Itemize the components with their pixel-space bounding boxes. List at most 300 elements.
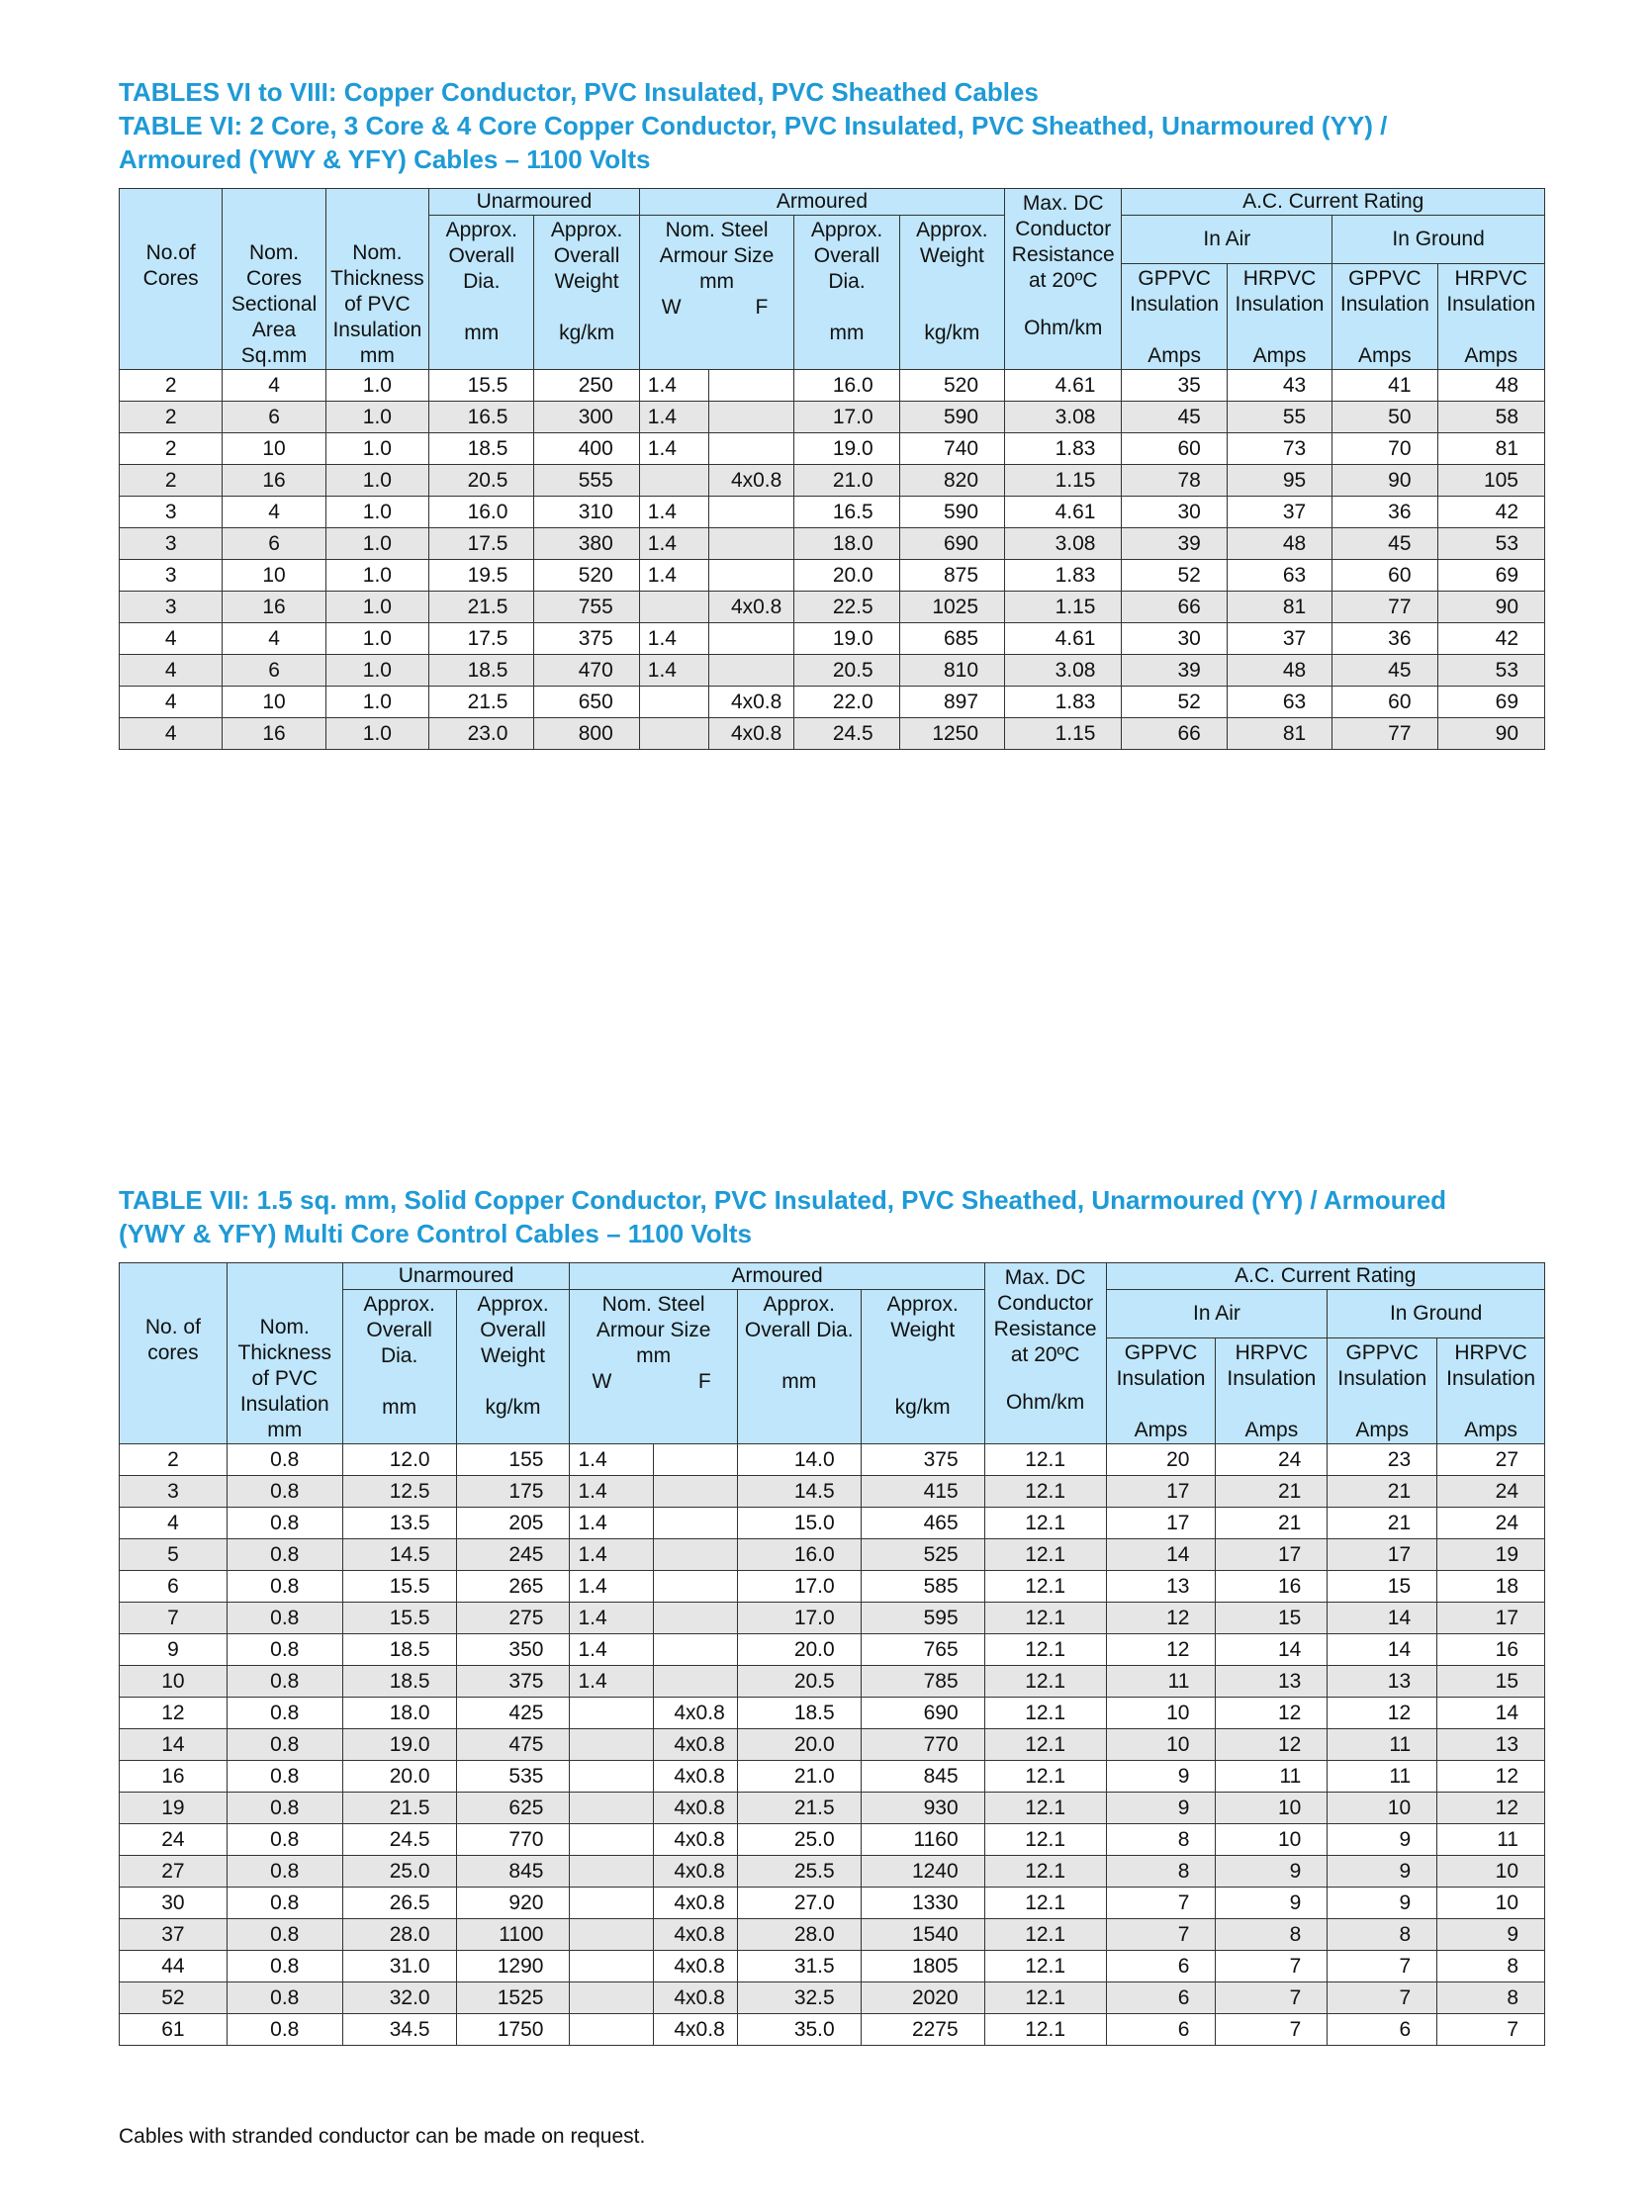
table-cell: 3 (120, 497, 223, 528)
table-cell: 6 (223, 402, 325, 433)
table-cell: 425 (456, 1698, 570, 1729)
table-cell: 3.08 (1005, 402, 1122, 433)
table-cell: 43 (1227, 370, 1331, 402)
table-cell: 4x0.8 (654, 1856, 738, 1888)
table-cell: 8 (1106, 1856, 1216, 1888)
table-cell: 1250 (899, 718, 1004, 750)
table-cell (570, 1888, 654, 1919)
table-cell: 1805 (861, 1951, 984, 1982)
table7-body (120, 1444, 1545, 2046)
table-cell: 2 (120, 402, 223, 433)
table-cell: 1100 (456, 1919, 570, 1951)
header-a-weight: Approx. Weight kg/km (899, 216, 1004, 370)
table-cell: 310 (534, 497, 639, 528)
table-cell: 90 (1437, 718, 1544, 750)
table-cell: 61 (120, 2014, 228, 2046)
table-cell: 12.1 (984, 1793, 1106, 1824)
table-cell: 16 (223, 718, 325, 750)
table-cell: 155 (456, 1444, 570, 1476)
table-cell: 28.0 (737, 1919, 861, 1951)
table-cell: 4 (120, 718, 223, 750)
header-ground-gppvc: GPPVC Insulation Amps (1328, 1338, 1437, 1444)
table-cell: 12.1 (984, 1571, 1106, 1603)
table-cell: 4x0.8 (654, 1793, 738, 1824)
table-cell: 770 (861, 1729, 984, 1761)
header-max-dc: Max. DC Conductor Resistance at 20ºC Ohm/km (984, 1263, 1106, 1444)
table-cell: 20.0 (342, 1761, 456, 1793)
table-cell: 590 (899, 497, 1004, 528)
table-cell (570, 1919, 654, 1951)
table-cell: 0.8 (227, 1476, 342, 1508)
table-cell (709, 560, 794, 592)
table-cell: 37 (120, 1919, 228, 1951)
table-cell: 650 (534, 687, 639, 718)
header-in-air: In Air (1106, 1290, 1328, 1338)
table-cell: 21 (1328, 1508, 1437, 1539)
table-cell: 17 (1328, 1539, 1437, 1571)
table6-title-line2: Armoured (YWY & YFY) Cables – 1100 Volts (119, 144, 651, 174)
table-cell: 2275 (861, 2014, 984, 2046)
table-row (120, 592, 1545, 623)
table-cell: 0.8 (227, 1508, 342, 1539)
table-cell: 4x0.8 (709, 465, 794, 497)
header-a-dia: Approx. Overall Dia. mm (794, 216, 899, 370)
table-cell: 25.5 (737, 1856, 861, 1888)
table-cell: 36 (1332, 497, 1437, 528)
table-cell: 18 (1437, 1571, 1545, 1603)
table-cell: 18.0 (342, 1698, 456, 1729)
table6-title-line1: TABLE VI: 2 Core, 3 Core & 4 Core Copper Conductor, PVC Insulated, PVC Sheathed, Unarmoured (YY) / (119, 111, 1388, 140)
header-in-air: In Air (1122, 216, 1332, 264)
table-row (120, 2014, 1545, 2046)
table-cell: 16.5 (794, 497, 899, 528)
table-cell: 20.0 (794, 560, 899, 592)
table-cell: 15 (1328, 1571, 1437, 1603)
table-cell: 755 (534, 592, 639, 623)
table-cell: 3 (120, 528, 223, 560)
table-cell: 4 (223, 497, 325, 528)
table-cell: 18.5 (737, 1698, 861, 1729)
table-cell: 465 (861, 1508, 984, 1539)
table-cell: 3 (120, 1476, 228, 1508)
table-cell: 9 (1106, 1761, 1216, 1793)
table-cell: 1.4 (639, 402, 708, 433)
table-cell (709, 497, 794, 528)
table-row (120, 1698, 1545, 1729)
table-cell: 7 (1328, 1982, 1437, 2014)
table-cell: 12 (120, 1698, 228, 1729)
table-row (120, 623, 1545, 655)
header-u-dia: Approx. Overall Dia. mm (429, 216, 534, 370)
table-cell: 4x0.8 (654, 1951, 738, 1982)
table-cell: 4.61 (1005, 370, 1122, 402)
table-cell: 30 (120, 1888, 228, 1919)
table-cell: 12 (1216, 1729, 1328, 1761)
table-cell: 10 (223, 560, 325, 592)
table-cell: 25.0 (342, 1856, 456, 1888)
table-cell: 765 (861, 1634, 984, 1666)
table-cell: 820 (899, 465, 1004, 497)
table-cell: 25.0 (737, 1824, 861, 1856)
table-cell: 35.0 (737, 2014, 861, 2046)
table-cell: 17 (1216, 1539, 1328, 1571)
table-cell: 3.08 (1005, 528, 1122, 560)
table-cell: 15.5 (342, 1571, 456, 1603)
table-cell (654, 1666, 738, 1698)
table-cell (709, 370, 794, 402)
table-cell: 37 (1227, 623, 1331, 655)
table-cell: 0.8 (227, 1982, 342, 2014)
table-cell: 21.5 (429, 687, 534, 718)
table-row (120, 1824, 1545, 1856)
table-cell (570, 1982, 654, 2014)
table-cell: 1.83 (1005, 560, 1122, 592)
table-cell: 16 (223, 592, 325, 623)
table-cell: 27 (120, 1856, 228, 1888)
table-cell: 95 (1227, 465, 1331, 497)
table-cell: 7 (1328, 1951, 1437, 1982)
table-cell: 9 (1216, 1856, 1328, 1888)
page-heading (119, 75, 1543, 176)
header-a-dia: Approx. Overall Dia. mm (737, 1290, 861, 1444)
table-cell: 16 (1437, 1634, 1545, 1666)
table-cell: 4 (120, 687, 223, 718)
table-cell: 1.83 (1005, 687, 1122, 718)
table-cell: 16.0 (737, 1539, 861, 1571)
table-cell: 32.5 (737, 1982, 861, 2014)
table-cell: 77 (1332, 592, 1437, 623)
table-cell: 12.1 (984, 1761, 1106, 1793)
table-cell: 6 (1328, 2014, 1437, 2046)
table-cell: 4 (223, 623, 325, 655)
table-cell: 60 (1332, 687, 1437, 718)
table-cell: 0.8 (227, 1603, 342, 1634)
table-cell: 350 (456, 1634, 570, 1666)
table-cell: 1.0 (325, 465, 428, 497)
table-cell: 9 (1328, 1856, 1437, 1888)
table-cell: 90 (1437, 592, 1544, 623)
table-cell: 16 (1216, 1571, 1328, 1603)
header-cores: No.of Cores (120, 189, 223, 370)
header-thickness: Nom. Thickness of PVC Insulation mm (227, 1263, 342, 1444)
table-cell: 21.5 (342, 1793, 456, 1824)
table-cell: 10 (120, 1666, 228, 1698)
table-cell: 685 (899, 623, 1004, 655)
table-cell: 11 (1328, 1729, 1437, 1761)
table-row (120, 1951, 1545, 1982)
table-cell: 6 (1106, 1951, 1216, 1982)
table-cell: 12.1 (984, 1824, 1106, 1856)
table-cell: 10 (1437, 1888, 1545, 1919)
header-armour: Nom. Steel Armour Size mm W F (570, 1290, 737, 1444)
table-cell: 48 (1227, 528, 1331, 560)
table-row (120, 1603, 1545, 1634)
table-cell: 17.0 (794, 402, 899, 433)
table-row (120, 1856, 1545, 1888)
table-row (120, 1634, 1545, 1666)
table-cell: 0.8 (227, 1888, 342, 1919)
table-cell: 7 (1106, 1919, 1216, 1951)
table-cell: 14 (1106, 1539, 1216, 1571)
table-cell: 14 (1328, 1634, 1437, 1666)
table-cell: 475 (456, 1729, 570, 1761)
header-u-weight: Approx. Overall Weight kg/km (456, 1290, 570, 1444)
table-cell: 69 (1437, 687, 1544, 718)
table-cell: 22.5 (794, 592, 899, 623)
table-cell: 7 (120, 1603, 228, 1634)
table-cell: 1540 (861, 1919, 984, 1951)
table-cell: 17.0 (737, 1603, 861, 1634)
table-row (120, 718, 1545, 750)
table-cell: 590 (899, 402, 1004, 433)
table-cell: 1.4 (570, 1508, 654, 1539)
table-cell: 14.5 (342, 1539, 456, 1571)
table-cell: 27 (1437, 1444, 1545, 1476)
table-row (120, 1729, 1545, 1761)
table-cell (709, 528, 794, 560)
table-cell: 11 (1437, 1824, 1545, 1856)
table-cell: 52 (120, 1982, 228, 2014)
table-cell: 275 (456, 1603, 570, 1634)
table-cell: 7 (1216, 1951, 1328, 1982)
table-cell: 1.4 (639, 623, 708, 655)
table-cell: 12.0 (342, 1444, 456, 1476)
table-cell: 13 (1328, 1666, 1437, 1698)
table-cell: 0.8 (227, 1666, 342, 1698)
header-ground-hrpvc: HRPVC Insulation Amps (1437, 1338, 1545, 1444)
table-cell: 1.4 (639, 433, 708, 465)
table-cell: 0.8 (227, 1539, 342, 1571)
table-cell: 16 (120, 1761, 228, 1793)
table-cell: 1.0 (325, 528, 428, 560)
table-cell: 14.0 (737, 1444, 861, 1476)
table-cell: 0.8 (227, 1698, 342, 1729)
table-cell: 595 (861, 1603, 984, 1634)
table-cell: 34.5 (342, 2014, 456, 2046)
table-cell: 69 (1437, 560, 1544, 592)
table-cell: 12.1 (984, 1698, 1106, 1729)
table-cell: 20.0 (737, 1634, 861, 1666)
table-cell: 4x0.8 (709, 687, 794, 718)
table-cell: 32.0 (342, 1982, 456, 2014)
table-cell: 585 (861, 1571, 984, 1603)
table-cell: 1.0 (325, 560, 428, 592)
table-cell: 845 (861, 1761, 984, 1793)
table-cell: 18.5 (429, 655, 534, 687)
table-cell: 24 (1437, 1476, 1545, 1508)
table-cell: 12.1 (984, 1951, 1106, 1982)
table-cell: 690 (861, 1698, 984, 1729)
table-cell: 12.1 (984, 1603, 1106, 1634)
table-cell: 10 (1106, 1729, 1216, 1761)
table-cell: 16.0 (429, 497, 534, 528)
table-cell: 16.0 (794, 370, 899, 402)
table-cell: 18.0 (794, 528, 899, 560)
table-cell: 70 (1332, 433, 1437, 465)
table-cell: 12.1 (984, 1982, 1106, 2014)
table-cell: 11 (1216, 1761, 1328, 1793)
table-cell: 17.5 (429, 528, 534, 560)
table-cell: 14 (1437, 1698, 1545, 1729)
table-cell: 20.5 (737, 1666, 861, 1698)
table-cell: 19.0 (342, 1729, 456, 1761)
table-row (120, 465, 1545, 497)
header-area: Nom. Cores Sectional Area Sq.mm (223, 189, 325, 370)
table-cell: 9 (1216, 1888, 1328, 1919)
table-cell: 1.15 (1005, 465, 1122, 497)
table-cell: 12.5 (342, 1476, 456, 1508)
table7-title (119, 1183, 1548, 1250)
table-cell: 11 (1106, 1666, 1216, 1698)
table-cell: 8 (1437, 1951, 1545, 1982)
header-ground-gppvc: GPPVC Insulation Amps (1332, 264, 1437, 370)
table-cell: 12.1 (984, 1919, 1106, 1951)
table-cell: 3 (120, 592, 223, 623)
table-cell: 0.8 (227, 1571, 342, 1603)
table-cell: 2 (120, 1444, 228, 1476)
table-cell: 800 (534, 718, 639, 750)
header-air-gppvc: GPPVC Insulation Amps (1122, 264, 1227, 370)
table-cell: 9 (1106, 1793, 1216, 1824)
table-cell: 12.1 (984, 1634, 1106, 1666)
table-cell: 17 (1106, 1476, 1216, 1508)
header-a-weight: Approx. Weight kg/km (861, 1290, 984, 1444)
table-cell: 375 (534, 623, 639, 655)
table-row (120, 1888, 1545, 1919)
table-cell: 920 (456, 1888, 570, 1919)
table-cell: 24.5 (794, 718, 899, 750)
table-cell: 12.1 (984, 1476, 1106, 1508)
table-cell: 10 (1437, 1856, 1545, 1888)
table-cell: 1.4 (639, 497, 708, 528)
table-cell: 24 (120, 1824, 228, 1856)
table-cell: 18.5 (342, 1666, 456, 1698)
table-cell: 30 (1122, 623, 1227, 655)
table-row (120, 1539, 1545, 1571)
table-cell: 48 (1227, 655, 1331, 687)
table-cell: 7 (1216, 2014, 1328, 2046)
table-cell: 1330 (861, 1888, 984, 1919)
table-cell: 1.4 (570, 1539, 654, 1571)
table-cell (654, 1444, 738, 1476)
table-cell: 930 (861, 1793, 984, 1824)
header-in-ground: In Ground (1332, 216, 1545, 264)
table-cell: 9 (120, 1634, 228, 1666)
table-cell: 12.1 (984, 1444, 1106, 1476)
table-cell: 23 (1328, 1444, 1437, 1476)
table-row (120, 402, 1545, 433)
table-cell: 1290 (456, 1951, 570, 1982)
table-cell: 1.0 (325, 718, 428, 750)
table-cell: 17 (1106, 1508, 1216, 1539)
table-cell (709, 623, 794, 655)
table-cell: 0.8 (227, 1919, 342, 1951)
table-cell: 375 (456, 1666, 570, 1698)
header-ground-hrpvc: HRPVC Insulation Amps (1437, 264, 1544, 370)
table-cell: 1.15 (1005, 592, 1122, 623)
tables-heading: TABLES VI to VIII: Copper Conductor, PVC Insulated, PVC Sheathed Cables (119, 77, 1039, 107)
table-cell: 8 (1437, 1982, 1545, 2014)
table-cell: 10 (1216, 1793, 1328, 1824)
table-cell: 1.0 (325, 687, 428, 718)
table-cell: 12 (1437, 1793, 1545, 1824)
table-cell: 20.5 (794, 655, 899, 687)
table-cell: 4x0.8 (654, 1729, 738, 1761)
table-cell: 175 (456, 1476, 570, 1508)
table-cell: 31.0 (342, 1951, 456, 1982)
table-cell: 12 (1106, 1634, 1216, 1666)
table-cell: 18.5 (342, 1634, 456, 1666)
table-cell: 0.8 (227, 1729, 342, 1761)
table-cell: 14 (1328, 1603, 1437, 1634)
table-cell: 8 (1216, 1919, 1328, 1951)
table-cell: 535 (456, 1761, 570, 1793)
table-cell: 60 (1332, 560, 1437, 592)
table-cell: 0.8 (227, 2014, 342, 2046)
table-cell: 4x0.8 (654, 1761, 738, 1793)
table-cell: 16 (223, 465, 325, 497)
table-cell: 6 (1106, 2014, 1216, 2046)
table-cell: 10 (1106, 1698, 1216, 1729)
header-air-hrpvc: HRPVC Insulation Amps (1216, 1338, 1328, 1444)
table-cell: 875 (899, 560, 1004, 592)
table-cell: 1025 (899, 592, 1004, 623)
table-cell: 4.61 (1005, 623, 1122, 655)
table-cell: 1.4 (570, 1444, 654, 1476)
table-cell: 58 (1437, 402, 1544, 433)
table-cell: 17.0 (737, 1571, 861, 1603)
table-cell: 41 (1332, 370, 1437, 402)
table-cell: 12.1 (984, 1888, 1106, 1919)
table-cell: 6 (223, 528, 325, 560)
table-cell: 1160 (861, 1824, 984, 1856)
table-cell: 12 (1216, 1698, 1328, 1729)
table-cell (570, 1698, 654, 1729)
table7 (119, 1262, 1545, 2046)
table-cell: 28.0 (342, 1919, 456, 1951)
table-cell: 90 (1332, 465, 1437, 497)
table-cell: 66 (1122, 592, 1227, 623)
table-cell: 1.0 (325, 497, 428, 528)
table-cell (639, 718, 708, 750)
table-cell: 14 (1216, 1634, 1328, 1666)
table-cell: 4x0.8 (654, 1982, 738, 2014)
table-cell: 1.4 (639, 370, 708, 402)
table-cell: 81 (1437, 433, 1544, 465)
table-cell: 13.5 (342, 1508, 456, 1539)
table-cell: 1.0 (325, 433, 428, 465)
table-cell: 300 (534, 402, 639, 433)
table-row (120, 370, 1545, 402)
table-cell: 520 (899, 370, 1004, 402)
table-cell: 11 (1328, 1761, 1437, 1793)
table-cell: 205 (456, 1508, 570, 1539)
table-row (120, 1919, 1545, 1951)
table-cell: 81 (1227, 592, 1331, 623)
table-cell: 7 (1216, 1982, 1328, 2014)
table-cell: 45 (1122, 402, 1227, 433)
table-cell (570, 1824, 654, 1856)
table-cell: 265 (456, 1571, 570, 1603)
table-cell: 1.4 (570, 1476, 654, 1508)
table-cell: 63 (1227, 687, 1331, 718)
table-cell: 3 (120, 560, 223, 592)
table-cell: 1.4 (570, 1571, 654, 1603)
table-cell (570, 1729, 654, 1761)
table-cell: 9 (1328, 1824, 1437, 1856)
table-row (120, 1508, 1545, 1539)
table-cell: 24 (1437, 1508, 1545, 1539)
